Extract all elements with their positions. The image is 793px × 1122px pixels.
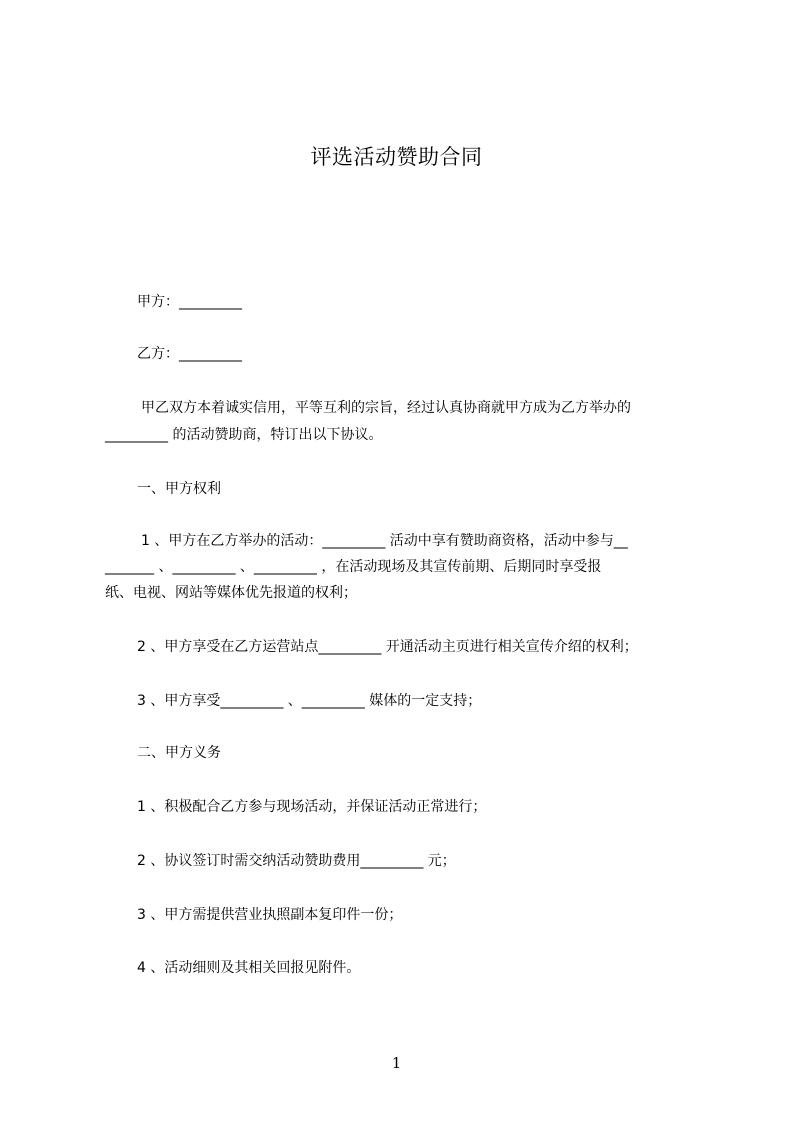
section-2-item-2: 2 、协议签订时需交纳活动赞助费用_________ 元； — [137, 853, 456, 869]
section-1-heading: 一、甲方权利 — [137, 481, 221, 497]
document-title: 评选活动赞助合同 — [310, 145, 483, 169]
section-1-item-2: 2 、甲方享受在乙方运营站点_________ 开通活动主页进行相关宣传介绍的权利； — [137, 639, 638, 655]
section-1-item-1-line-2: _______ 、_________ 、_________ ，在活动现场及其宣传前期、后期同时享受报 — [105, 559, 602, 575]
page-number: 1 — [391, 1054, 402, 1072]
section-2-item-3: 3 、甲方需提供营业执照副本复印件一份； — [137, 907, 403, 923]
intro-paragraph-line-2: _________ 的活动赞助商，特订出以下协议。 — [105, 427, 383, 443]
section-1-item-1-line-3: 纸、电视、网站等媒体优先报道的权利； — [105, 585, 357, 601]
intro-paragraph-line-1: 甲乙双方本着诚实信用，平等互利的宗旨，经过认真协商就甲方成为乙方举办的 — [141, 400, 631, 416]
section-1-item-3: 3 、甲方享受_________ 、_________ 媒体的一定支持； — [137, 693, 482, 709]
section-2-heading: 二、甲方义务 — [137, 745, 221, 761]
party-b-line: 乙方：_________ — [137, 346, 242, 362]
section-1-item-1-line-1: 1 、甲方在乙方举办的活动：_________ 活动中享有赞助商资格，活动中参与__ — [141, 533, 628, 549]
section-2-item-4: 4 、活动细则及其相关回报见附件。 — [137, 960, 361, 976]
party-a-line: 甲方：_________ — [137, 294, 242, 310]
section-2-item-1: 1 、积极配合乙方参与现场活动，并保证活动正常进行； — [137, 799, 487, 815]
